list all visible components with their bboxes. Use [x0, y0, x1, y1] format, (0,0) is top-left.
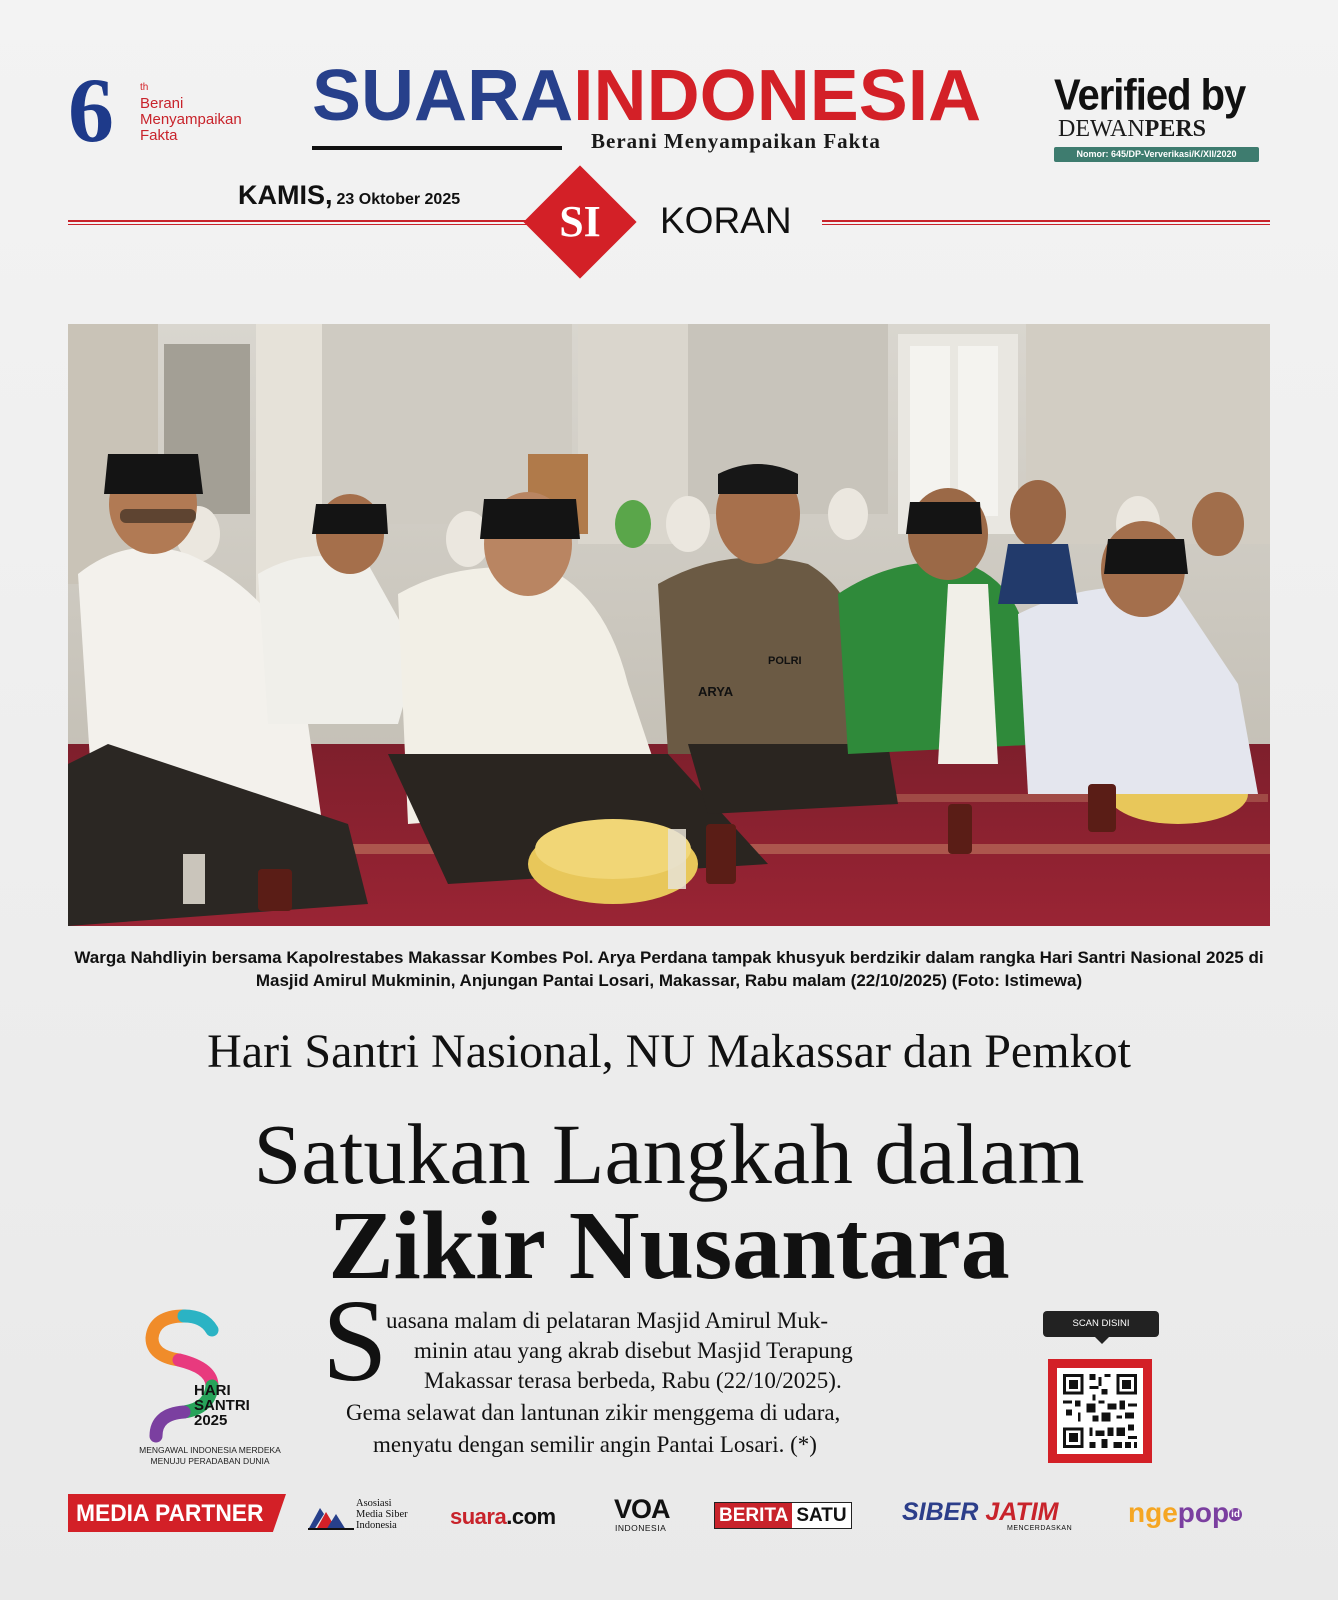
body-line: uasana malam di pelataran Masjid Amirul Muk- [386, 1308, 828, 1333]
masthead-title: SUARAINDONESIA [312, 56, 982, 136]
header-rule-right-thin [822, 224, 1270, 225]
masthead-rule [312, 146, 562, 150]
header-rule-left [68, 220, 528, 222]
media-partner-label: MEDIA PARTNER [76, 1500, 264, 1527]
photo-caption: Warga Nahdliyin bersama Kapolrestabes Makassar Kombes Pol. Arya Perdana tampak khusyuk berdzikir dalam rangka Hari Santri Nasional 2025 di Masjid Amirul Mukminin, Anjungan Pantai Losari, Makassar, Rabu malam (22/10/2025) (Foto: Istimewa) [74, 948, 1264, 990]
hari-santri-subtitle-2: MENUJU PERADABAN DUNIA [150, 1456, 270, 1466]
main-photo [68, 324, 1270, 926]
date-full: 23 Oktober 2025 [336, 191, 461, 208]
verified-title: Verified by [1054, 70, 1246, 120]
hari-santri-wordmark: HARI SANTRI 2025 [194, 1382, 250, 1429]
body-line: menyatu dengan semilir angin Pantai Losari. (*) [373, 1432, 817, 1457]
beritasatu-logo[interactable]: BERITA SATU [714, 1502, 852, 1529]
verification-badge [1054, 72, 1259, 143]
masthead[interactable] [312, 56, 1027, 136]
si-logo-text: SI [559, 197, 601, 246]
body-line: Gema selawat dan lantunan zikir menggema di udara, [346, 1400, 841, 1425]
verified-org: DEWANPERS [1058, 116, 1207, 142]
voa-indonesia-logo[interactable]: VOA INDONESIA [614, 1494, 670, 1533]
body-line: Makassar terasa berbeda, Rabu (22/10/2025). [424, 1368, 842, 1393]
date-day: KAMIS, [238, 180, 333, 210]
dateline [238, 180, 460, 211]
amsi-text: Asosiasi Media Siber Indonesia [356, 1498, 408, 1531]
headline-line-1: Satukan Langkah dalam [253, 1106, 1085, 1202]
drop-cap: S [322, 1275, 388, 1406]
uniform-badge: POLRI [768, 655, 802, 667]
qr-code[interactable] [1048, 1359, 1152, 1463]
article-kicker: Hari Santri Nasional, NU Makassar dan Pemkot [207, 1025, 1131, 1078]
hari-santri-subtitle-1: MENGAWAL INDONESIA MERDEKA [139, 1445, 281, 1455]
verification-number: Nomor: 645/DP-Ververikasi/K/XII/2020 [1054, 147, 1259, 162]
headline-line-2: Zikir Nusantara [328, 1192, 1010, 1300]
suara-com-logo[interactable]: suara.com [450, 1504, 556, 1529]
uniform-name-tag: ARYA [698, 684, 734, 699]
masthead-tagline: Berani Menyampaikan Fakta [591, 129, 881, 153]
ngepop-logo[interactable]: ngepop id [1128, 1497, 1240, 1528]
anniversary-number: 6 [68, 59, 114, 161]
body-line: minin atau yang akrab disebut Masjid Terapung [414, 1338, 853, 1363]
scan-arrow-icon [1094, 1336, 1110, 1344]
qr-code-icon [1057, 1368, 1143, 1454]
header-rule-left-thin [68, 224, 528, 225]
anniversary-tagline: Berani Menyampaikan Fakta [140, 95, 242, 144]
edition-label: KORAN [660, 200, 792, 241]
siberjatim-logo[interactable]: SIBER JATIM MENCERDASKAN [902, 1498, 1073, 1532]
anniversary-suffix: th [140, 82, 149, 93]
scan-label: SCAN DISINI [1043, 1311, 1159, 1337]
anniversary-logo [68, 59, 283, 161]
header-rule-right [822, 220, 1270, 222]
